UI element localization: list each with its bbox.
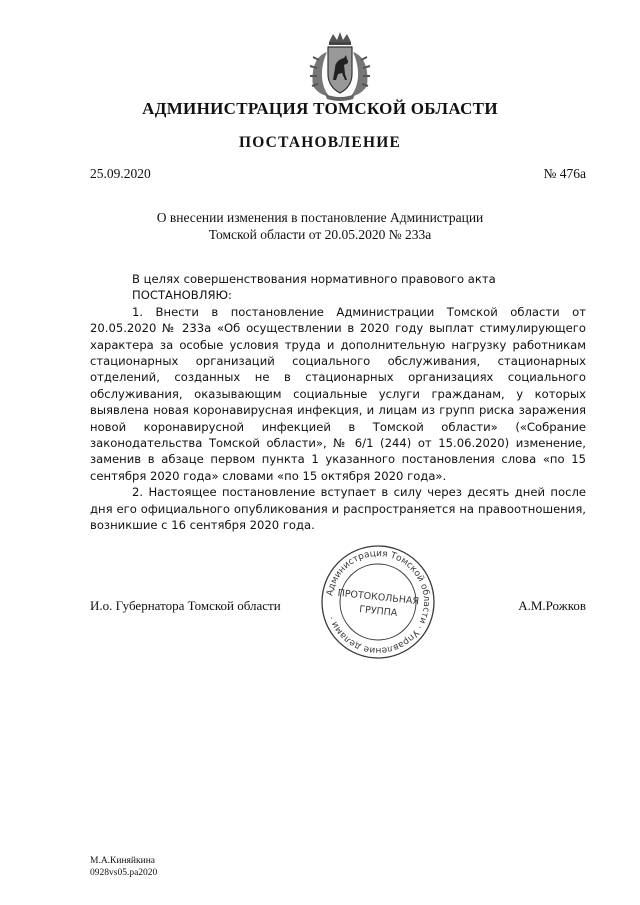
document-body [90,271,586,534]
official-stamp [320,540,436,664]
coat-of-arms-icon [305,30,375,102]
stamp-ring-text: Администрация Томской области · Управление делами · [325,548,432,656]
organization-title: АДМИНИСТРАЦИЯ ТОМСКОЙ ОБЛАСТИ [142,99,498,118]
document-type: ПОСТАНОВЛЕНИЕ [238,134,402,151]
body-item-2: 2. Настоящее постановление вступает в силу через десять дней после дня его официального опубликования и распространяется на правоотношения, возникшие с 16 сентября 2020 года. [90,485,586,533]
executor-name: М.А.Киняйкина [90,856,156,866]
executor-block [90,855,157,879]
subject-line-2: Томской области от 20.05.2020 № 233а [208,227,432,242]
body-intro: В целях совершенствования нормативного правового акта [132,272,496,286]
document-date: 25.09.2020 [90,166,151,181]
signatory-name: А.М.Рожков [518,598,586,613]
document-subject [0,209,640,243]
stamp-center-line-1: ПРОТОКОЛЬНАЯ [337,587,420,608]
body-decree: ПОСТАНОВЛЯЮ: [132,288,232,303]
document-number: № 476а [543,166,586,181]
stamp-center-line-2: ГРУППА [358,604,398,619]
body-item-1: 1. Внести в постановление Администрации Томской области от 20.05.2020 № 233а «Об осуществлении в 2020 году выплат стимулирующего характера за особые условия труда и дополнительную нагрузку работникам стационарных организаций социального обслуживания, стационарных отделений, созданных не в стационарных организациях социального обслуживания, оказывающим социальные услуги гражданам, у которых выявлена новая коронавирусная инфекция, и лицам из групп риска заражения новой коронавирусной инфекцией в Томской области» («Собрание законодательства Томской области», № 6/1 (244) от 15.06.2020) изменение, заменив в абзаце первом пункта 1 указанного постановления слова «по 15 сентября 2020 года» словами «по 15 октября 2020 года». [90,304,586,483]
signatory-position: И.о. Губернатора Томской области [90,598,281,613]
subject-line-1: О внесении изменения в постановление Администрации [156,210,484,225]
document-code: 0928vs05.pa2020 [90,868,158,878]
